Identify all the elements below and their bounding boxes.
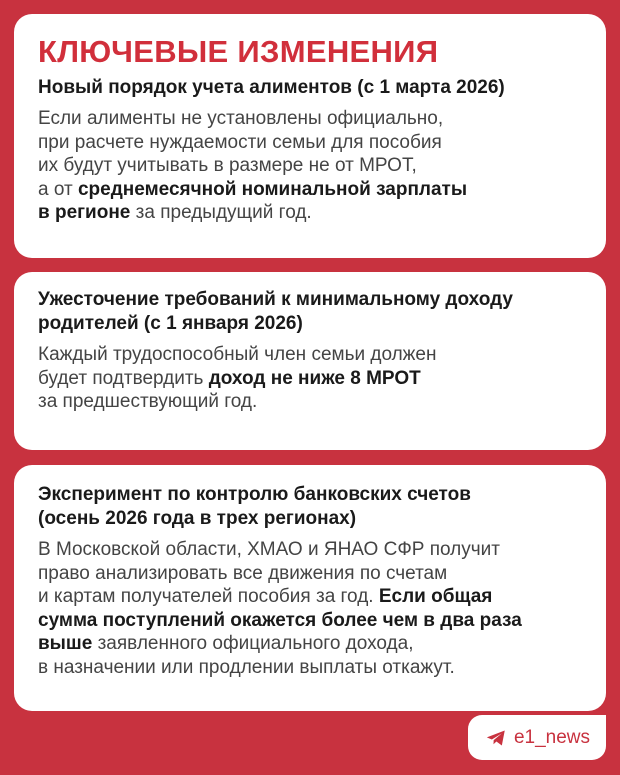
section-title-income-line-1: Ужесточение требований к минимальному доходу — [38, 289, 513, 310]
section-title-bank-line-2: (осень 2026 года в трех регионах) — [38, 508, 357, 529]
body-line: право анализировать все движения по счетам — [38, 562, 448, 584]
section-body-income — [38, 343, 582, 414]
emphasis-text: среднемесячной номинальной зарплаты — [77, 178, 468, 200]
channel-badge[interactable] — [468, 715, 606, 760]
channel-name: e1_news — [513, 726, 590, 748]
body-line: при расчете нуждаемости семьи для пособия — [38, 131, 442, 153]
card-alimony — [14, 14, 606, 258]
section-title-income-line-2: родителей (с 1 января 2026) — [38, 313, 303, 334]
emphasis-text: выше — [38, 633, 93, 654]
emphasis-text: Если общая — [378, 586, 493, 607]
body-line: выше заявленного официального дохода, — [38, 633, 414, 654]
page-title: КЛЮЧЕВЫЕ ИЗМЕНЕНИЯ — [38, 34, 439, 69]
section-title-income — [38, 288, 582, 336]
emphasis-text: в регионе — [38, 202, 131, 223]
body-line: а от среднемесячной номинальной зарплаты — [38, 178, 468, 200]
body-line: в назначении или продлении выплаты откажут. — [38, 656, 455, 678]
body-line: будет подтвердить доход не ниже 8 МРОТ — [38, 367, 421, 389]
section-title-alimony: Новый порядок учета алиментов (с 1 марта 2026) — [38, 77, 505, 98]
emphasis-text: сумма поступлений окажется более чем в два раза — [38, 609, 522, 631]
body-line: в регионе за предыдущий год. — [38, 202, 312, 223]
body-line: Если алименты не установлены официально, — [38, 108, 444, 129]
body-line: за предшествующий год. — [38, 391, 258, 412]
section-body-bank — [38, 538, 582, 679]
body-line: и картам получателей пособия за год. Если общая — [38, 586, 493, 607]
body-line — [38, 609, 582, 633]
telegram-icon — [486, 729, 506, 747]
section-title-bank-line-1: Эксперимент по контролю банковских счетов — [38, 484, 471, 505]
section-body-alimony — [38, 107, 582, 225]
card-bank-accounts — [14, 465, 606, 711]
card-income-requirements — [14, 272, 606, 450]
body-line: В Московской области, ХМАО и ЯНАО СФР получит — [38, 539, 500, 560]
emphasis-text: доход не ниже 8 МРОТ — [208, 367, 421, 389]
body-line: их будут учитывать в размере не от МРОТ, — [38, 155, 417, 176]
body-line: Каждый трудоспособный член семьи должен — [38, 344, 437, 365]
section-title-bank — [38, 483, 582, 531]
